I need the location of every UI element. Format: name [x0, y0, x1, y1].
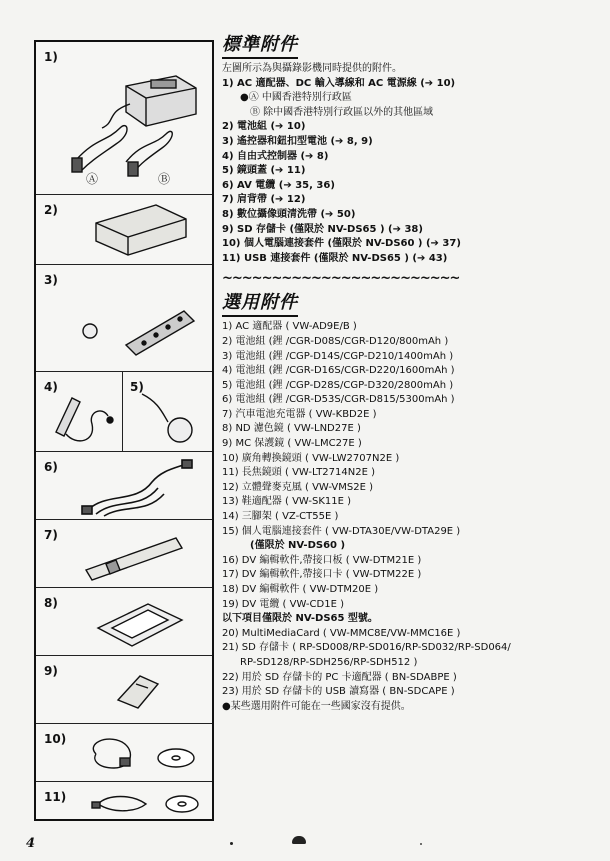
region-mark-a: Ⓐ: [86, 172, 99, 186]
cleaning-cassette-illustration: [36, 588, 212, 656]
optional-item: 13) 鞋適配器 ( VW-SK11E ): [222, 496, 352, 508]
illustration-row-1: [36, 42, 212, 195]
optional-item: 8) ND 濾色鏡 ( VW-LND27E ): [222, 423, 361, 435]
optional-item: 12) 立體聲麥克風 ( VW-VMS2E ): [222, 481, 373, 493]
optional-item: 1) AC 適配器 ( VW-AD9E/B ): [222, 321, 357, 333]
optional-item: 9) MC 保護鏡 ( VW-LMC27E ): [222, 438, 362, 450]
optional-accessories-title: 選用附件: [222, 288, 602, 317]
optional-item: 5) 電池組 (鋰 /CGP-D28S/CGP-D320/2800mAh ): [222, 379, 454, 391]
standard-item-note: ●Ⓐ 中國香港特別行政區: [240, 92, 352, 104]
row-label: 10): [44, 732, 67, 746]
battery-pack-illustration: [36, 195, 212, 265]
row-label: 1): [44, 50, 58, 64]
scan-mark: [420, 843, 422, 845]
standard-item: 4) 自由式控制器 (➔ 8): [222, 150, 329, 162]
optional-item: 15) 個人電腦連接套件 ( VW-DTA30E/VW-DTA29E ): [222, 525, 461, 537]
standard-item: 6) AV 電纜 (➔ 35, 36): [222, 179, 335, 191]
scan-mark: [292, 836, 306, 844]
optional-item: 3) 電池組 (鋰 /CGP-D14S/CGP-D210/1400mAh ): [222, 350, 454, 362]
standard-accessories-title: 標準附件: [222, 30, 602, 59]
row-label-b: 5): [130, 380, 144, 394]
standard-item: 8) 數位攝像頭清洗帶 (➔ 50): [222, 208, 356, 220]
remote-control-illustration: [36, 265, 212, 372]
illustration-row-7: [36, 520, 212, 588]
accessory-illustrations-panel: [34, 40, 214, 821]
page-number: 4: [26, 836, 36, 851]
optional-item: 2) 電池組 (鋰 /CGR-D08S/CGR-D120/800mAh ): [222, 335, 449, 347]
av-cable-illustration: [36, 452, 212, 520]
illustration-row-6: [36, 452, 212, 520]
standard-item: 5) 鏡頭蓋 (➔ 11): [222, 165, 306, 177]
illustration-row-3: [36, 265, 212, 372]
illustration-row-4-5: [36, 372, 212, 452]
optional-item: 7) 汽車電池充電器 ( VW-KBD2E ): [222, 408, 377, 420]
row-label: 4): [44, 380, 58, 394]
illustration-row-2: [36, 195, 212, 265]
row-label: 11): [44, 790, 67, 804]
optional-item-note: (僅限於 NV-DS60 ): [250, 540, 346, 552]
illustration-row-8: [36, 588, 212, 656]
standard-item: 7) 肩背帶 (➔ 12): [222, 194, 306, 206]
optional-item: 20) MultiMediaCard ( VW-MMC8E/VW-MMC16E ): [222, 627, 461, 639]
standard-item: 3) 遙控器和鈕扣型電池 (➔ 8, 9): [222, 135, 373, 147]
optional-item: 19) DV 電纜 ( VW-CD1E ): [222, 598, 344, 610]
optional-item: 4) 電池組 (鋰 /CGR-D16S/CGR-D220/1600mAh ): [222, 365, 455, 377]
illustration-row-9: [36, 656, 212, 724]
pc-connection-kit-illustration: [36, 724, 212, 782]
standard-item: 9) SD 存儲卡 (僅限於 NV-DS65 ) (➔ 38): [222, 223, 423, 235]
section-divider: ~~~~~~~~~~~~~~~~~~~~~~~~: [222, 271, 460, 287]
availability-note: ●某些選用附件可能在一些國家沒有提供。: [222, 700, 411, 712]
optional-item: 21) SD 存儲卡 ( RP-SD008/RP-SD016/RP-SD032/RP-SD064/: [222, 642, 511, 654]
optional-item: 23) 用於 SD 存儲卡的 USB 讀寫器 ( BN-SDCAPE ): [222, 686, 455, 698]
ac-adaptor-illustration: [36, 42, 212, 195]
region-mark-b: Ⓑ: [158, 172, 171, 186]
row-label: 3): [44, 273, 58, 287]
standard-item-note: Ⓑ 除中國香港特別行政區以外的其他區域: [250, 106, 434, 118]
freestyle-controller-illustration: [36, 372, 122, 452]
illustration-row-10: [36, 724, 212, 782]
row-label: 6): [44, 460, 58, 474]
standard-item: 11) USB 連接套件 (僅限於 NV-DS65 ) (➔ 43): [222, 252, 448, 264]
sd-card-illustration: [36, 656, 212, 724]
illustration-row-11: [36, 782, 212, 819]
optional-item: 14) 三腳架 ( VZ-CT55E ): [222, 511, 339, 523]
optional-item: 17) DV 編輯軟件,帶接口卡 ( VW-DTM22E ): [222, 569, 422, 581]
standard-item: 2) 電池組 (➔ 10): [222, 121, 306, 133]
standard-intro: 左圖所示為與攝錄影機同時提供的附件。: [222, 63, 402, 74]
optional-item: 18) DV 編輯軟件 ( VW-DTM20E ): [222, 584, 379, 595]
optional-item: 11) 長焦鏡頭 ( VW-LT2714N2E ): [222, 467, 375, 479]
standard-item: 1) AC 適配器、DC 輸入導線和 AC 電源線 (➔ 10): [222, 77, 456, 89]
row-label: 9): [44, 664, 58, 678]
row-label: 8): [44, 596, 58, 610]
row-label: 7): [44, 528, 58, 542]
scan-mark: [230, 842, 233, 845]
row-label: 2): [44, 203, 58, 217]
optional-item: 10) 廣角轉換鏡頭 ( VW-LW2707N2E ): [222, 452, 400, 464]
optional-item: 22) 用於 SD 存儲卡的 PC 卡適配器 ( BN-SDABPE ): [222, 671, 457, 683]
usb-connection-kit-illustration: [36, 782, 212, 819]
standard-item: 10) 個人電腦連接套件 (僅限於 NV-DS60 ) (➔ 37): [222, 238, 461, 250]
accessory-text-column: [222, 30, 602, 714]
optional-item: 16) DV 編輯軟件,帶接口板 ( VW-DTM21E ): [222, 554, 422, 566]
optional-item: 6) 電池組 (鋰 /CGR-D53S/CGR-D815/5300mAh ): [222, 394, 455, 406]
lens-cap-illustration: [122, 372, 212, 452]
optional-item-continuation: RP-SD128/RP-SDH256/RP-SDH512 ): [240, 656, 418, 668]
optional-model-note: 以下項目僅限於 NV-DS65 型號。: [222, 613, 378, 625]
shoulder-strap-illustration: [36, 520, 212, 588]
